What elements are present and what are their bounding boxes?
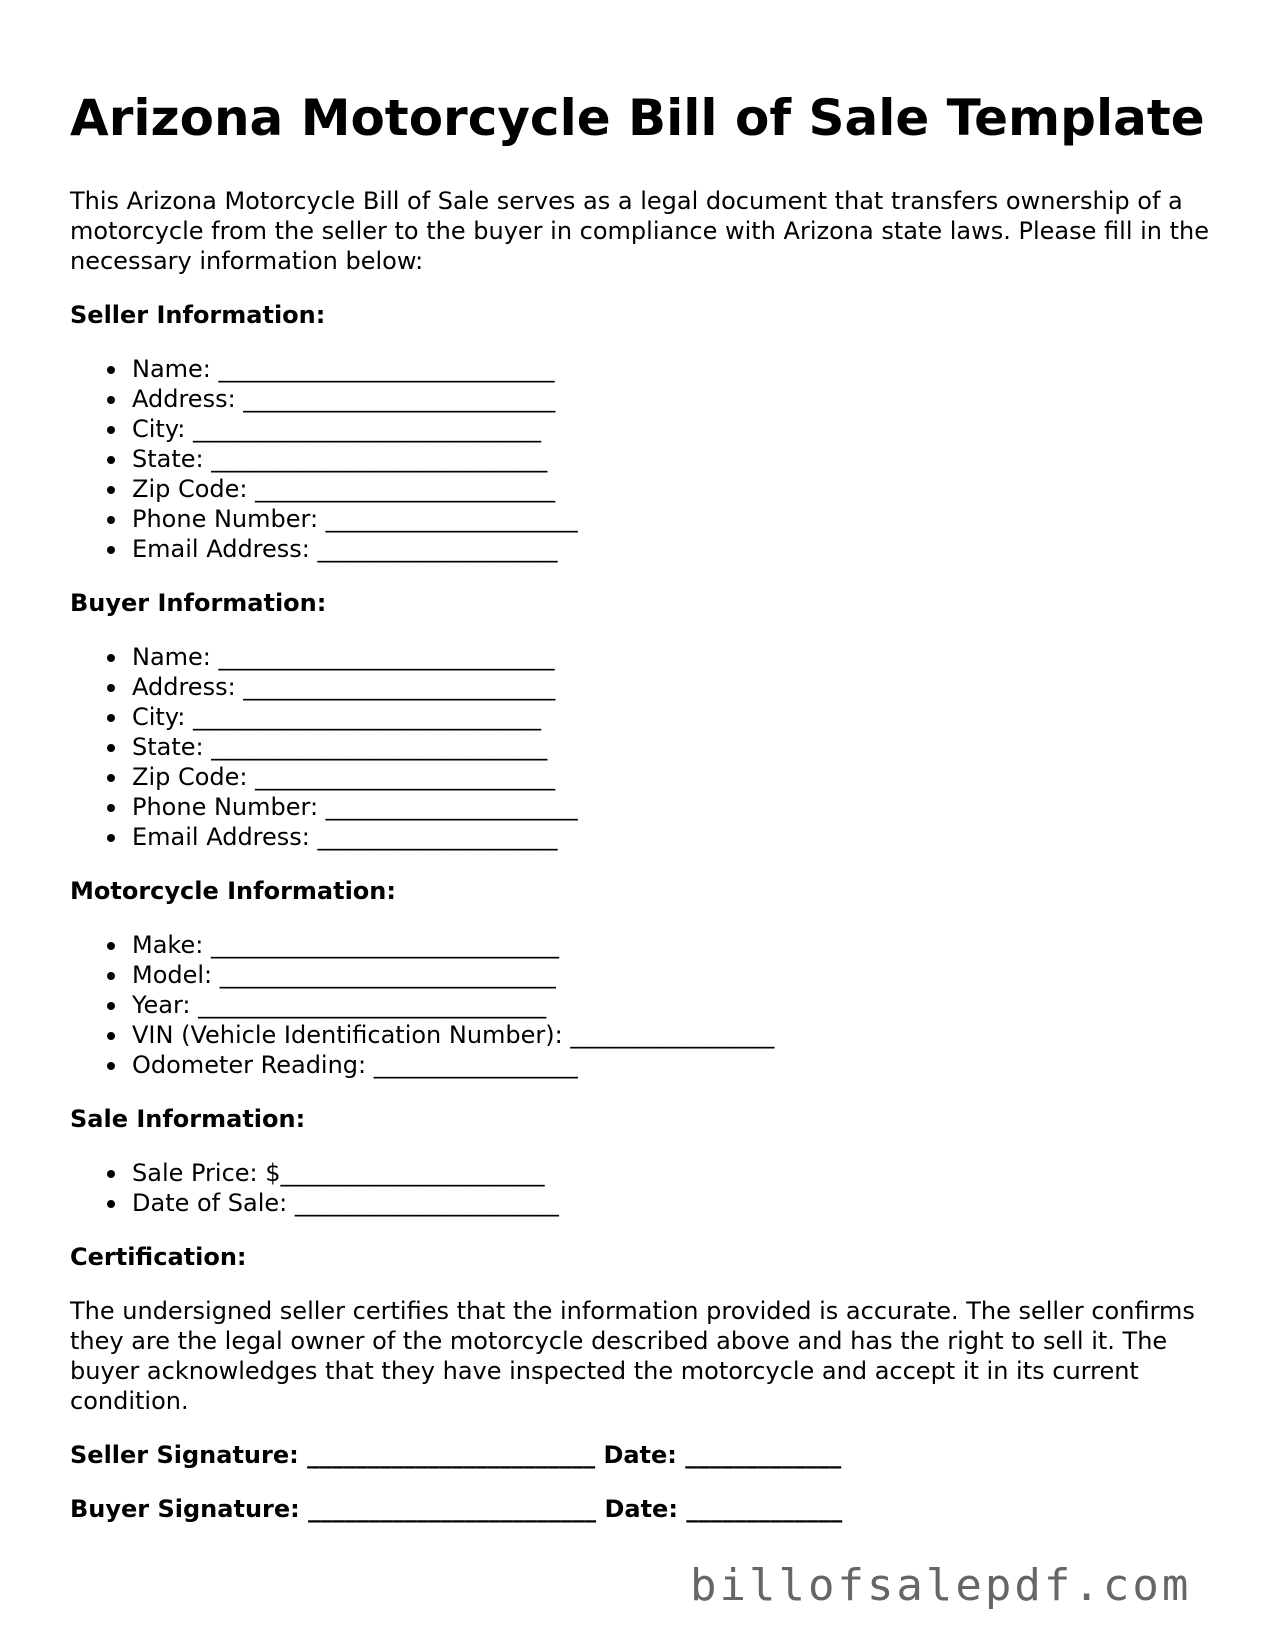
motorcycle-section-heading: Motorcycle Information: (70, 877, 396, 905)
motorcycle-fields-list (70, 930, 1210, 1080)
seller-email-field: Email Address: ____________________ (132, 534, 1210, 564)
motorcycle-make-field: Make: _____________________________ (132, 930, 1210, 960)
document-page (70, 88, 1210, 1548)
intro-paragraph: This Arizona Motorcycle Bill of Sale serves as a legal document that transfers ownership of a motorcycle from the seller to the buyer in compliance with Arizona state laws. Please fill in the necessary information below: (70, 187, 1210, 275)
seller-fields-list (70, 354, 1210, 564)
sale-section-heading: Sale Information: (70, 1105, 306, 1133)
motorcycle-vin-field: VIN (Vehicle Identification Number): _________________ (132, 1020, 1210, 1050)
seller-signature-line: Seller Signature: ________________________ Date: _____________ (70, 1441, 842, 1469)
sale-date-field: Date of Sale: ______________________ (132, 1188, 1210, 1218)
buyer-city-field: City: _____________________________ (132, 702, 1210, 732)
motorcycle-odometer-field: Odometer Reading: _________________ (132, 1050, 1210, 1080)
seller-phone-field: Phone Number: _____________________ (132, 504, 1210, 534)
buyer-name-field: Name: ____________________________ (132, 642, 1210, 672)
buyer-phone-field: Phone Number: _____________________ (132, 792, 1210, 822)
seller-zip-field: Zip Code: _________________________ (132, 474, 1210, 504)
sale-price-field: Sale Price: $______________________ (132, 1158, 1210, 1188)
sale-fields-list (70, 1158, 1210, 1218)
motorcycle-year-field: Year: _____________________________ (132, 990, 1210, 1020)
motorcycle-model-field: Model: ____________________________ (132, 960, 1210, 990)
buyer-zip-field: Zip Code: _________________________ (132, 762, 1210, 792)
buyer-address-field: Address: __________________________ (132, 672, 1210, 702)
buyer-fields-list (70, 642, 1210, 852)
seller-section-heading: Seller Information: (70, 301, 326, 329)
seller-state-field: State: ____________________________ (132, 444, 1210, 474)
document-title: Arizona Motorcycle Bill of Sale Template (70, 89, 1205, 147)
seller-address-field: Address: __________________________ (132, 384, 1210, 414)
watermark-text: billofsalepdf.com (690, 1560, 1192, 1611)
seller-city-field: City: _____________________________ (132, 414, 1210, 444)
buyer-email-field: Email Address: ____________________ (132, 822, 1210, 852)
seller-name-field: Name: ____________________________ (132, 354, 1210, 384)
certification-heading: Certification: (70, 1243, 247, 1271)
buyer-section-heading: Buyer Information: (70, 589, 327, 617)
buyer-signature-line: Buyer Signature: ________________________ Date: _____________ (70, 1495, 843, 1523)
buyer-state-field: State: ____________________________ (132, 732, 1210, 762)
certification-paragraph: The undersigned seller certifies that the information provided is accurate. The seller confirms they are the legal owner of the motorcycle described above and has the right to sell it. The buyer acknowledges that they have inspected the motorcycle and accept it in its current condition. (70, 1297, 1195, 1415)
